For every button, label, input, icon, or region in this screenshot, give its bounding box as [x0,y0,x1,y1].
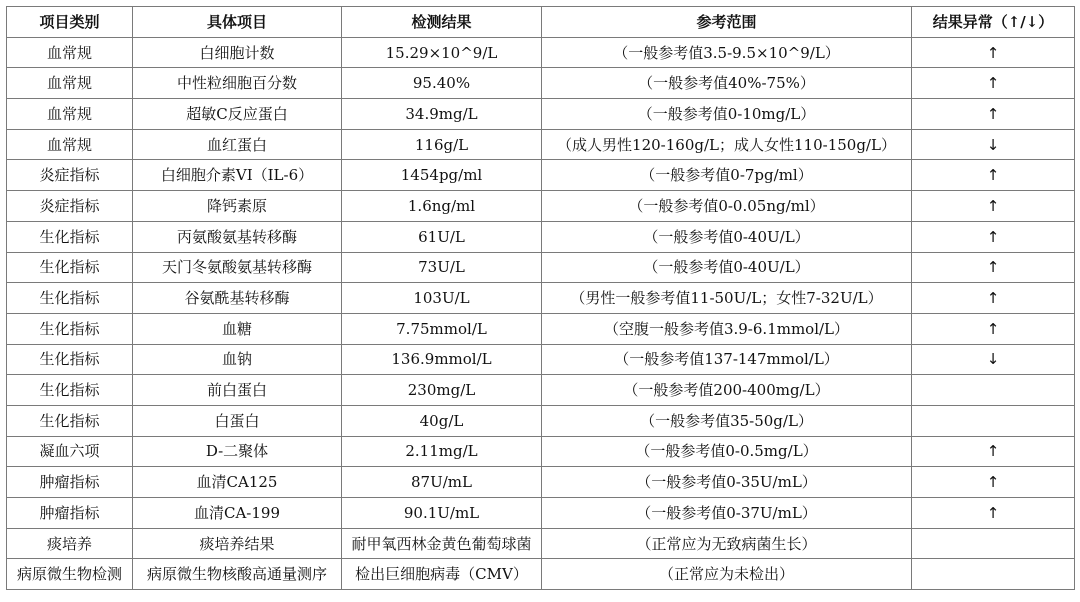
table-row [7,528,1075,559]
cell-abnormal-flag: ↑ [912,467,1075,498]
table-body [7,37,1075,589]
table-row [7,283,1075,314]
cell-item: 血红蛋白 [133,129,342,160]
lab-results-table [6,6,1075,590]
table-row [7,375,1075,406]
cell-abnormal-flag: ↑ [912,99,1075,130]
cell-result: 1.6ng/ml [342,191,542,222]
cell-item: 前白蛋白 [133,375,342,406]
cell-abnormal-flag [912,405,1075,436]
cell-result: 90.1U/mL [342,498,542,529]
table-row [7,436,1075,467]
cell-category: 炎症指标 [7,160,133,191]
cell-item: 丙氨酸氨基转移酶 [133,221,342,252]
cell-item: 血清CA-199 [133,498,342,529]
cell-category: 凝血六项 [7,436,133,467]
cell-abnormal-flag: ↑ [912,283,1075,314]
cell-item: 白蛋白 [133,405,342,436]
table-row [7,129,1075,160]
cell-category: 肿瘤指标 [7,467,133,498]
cell-abnormal-flag: ↓ [912,129,1075,160]
cell-result: 40g/L [342,405,542,436]
table-row [7,191,1075,222]
cell-reference: （一般参考值0-35U/mL） [542,467,912,498]
cell-reference: （一般参考值0-37U/mL） [542,498,912,529]
header-row [7,7,1075,38]
cell-category: 生化指标 [7,405,133,436]
cell-reference: （男性一般参考值11-50U/L；女性7-32U/L） [542,283,912,314]
cell-result: 检出巨细胞病毒（CMV） [342,559,542,590]
table-row [7,68,1075,99]
table-row [7,498,1075,529]
cell-item: 谷氨酰基转移酶 [133,283,342,314]
cell-reference: （一般参考值0-0.05ng/ml） [542,191,912,222]
cell-abnormal-flag: ↑ [912,37,1075,68]
cell-abnormal-flag: ↑ [912,160,1075,191]
table-row [7,37,1075,68]
cell-result: 136.9mmol/L [342,344,542,375]
cell-result: 2.11mg/L [342,436,542,467]
cell-category: 血常规 [7,129,133,160]
cell-category: 生化指标 [7,313,133,344]
table-row [7,559,1075,590]
cell-item: 血糖 [133,313,342,344]
cell-result: 95.40% [342,68,542,99]
cell-category: 血常规 [7,68,133,99]
cell-reference: （一般参考值3.5-9.5×10^9/L） [542,37,912,68]
cell-item: 血清CA125 [133,467,342,498]
cell-reference: （一般参考值40%-75%） [542,68,912,99]
cell-abnormal-flag [912,559,1075,590]
cell-category: 生化指标 [7,252,133,283]
cell-abnormal-flag: ↑ [912,436,1075,467]
cell-abnormal-flag: ↑ [912,191,1075,222]
cell-result: 7.75mmol/L [342,313,542,344]
cell-category: 痰培养 [7,528,133,559]
cell-abnormal-flag: ↑ [912,68,1075,99]
cell-item: 血钠 [133,344,342,375]
cell-item: 天门冬氨酸氨基转移酶 [133,252,342,283]
cell-result: 61U/L [342,221,542,252]
cell-reference: （一般参考值0-0.5mg/L） [542,436,912,467]
cell-result: 1454pg/ml [342,160,542,191]
cell-result: 230mg/L [342,375,542,406]
header-item: 具体项目 [133,7,342,38]
header-reference: 参考范围 [542,7,912,38]
cell-category: 生化指标 [7,344,133,375]
cell-abnormal-flag: ↓ [912,344,1075,375]
cell-item: 中性粒细胞百分数 [133,68,342,99]
cell-reference: （一般参考值0-10mg/L） [542,99,912,130]
cell-result: 耐甲氧西林金黄色葡萄球菌 [342,528,542,559]
cell-reference: （一般参考值0-40U/L） [542,221,912,252]
cell-category: 生化指标 [7,283,133,314]
cell-item: 超敏C反应蛋白 [133,99,342,130]
cell-reference: （一般参考值137-147mmol/L） [542,344,912,375]
table-header [7,7,1075,38]
cell-abnormal-flag [912,528,1075,559]
cell-category: 血常规 [7,37,133,68]
cell-result: 15.29×10^9/L [342,37,542,68]
cell-reference: （成人男性120-160g/L；成人女性110-150g/L） [542,129,912,160]
header-abnormal-flag: 结果异常（↑/↓） [912,7,1075,38]
cell-reference: （一般参考值35-50g/L） [542,405,912,436]
table-row [7,252,1075,283]
header-category: 项目类别 [7,7,133,38]
cell-result: 73U/L [342,252,542,283]
cell-abnormal-flag: ↑ [912,221,1075,252]
table-row [7,160,1075,191]
cell-item: 白细胞计数 [133,37,342,68]
cell-reference: （正常应为无致病菌生长） [542,528,912,559]
table-row [7,221,1075,252]
cell-result: 34.9mg/L [342,99,542,130]
cell-category: 炎症指标 [7,191,133,222]
cell-reference: （正常应为未检出） [542,559,912,590]
cell-abnormal-flag: ↑ [912,252,1075,283]
cell-item: D-二聚体 [133,436,342,467]
cell-abnormal-flag: ↑ [912,498,1075,529]
cell-item: 痰培养结果 [133,528,342,559]
cell-reference: （一般参考值200-400mg/L） [542,375,912,406]
cell-category: 病原微生物检测 [7,559,133,590]
cell-item: 病原微生物核酸高通量测序 [133,559,342,590]
cell-result: 116g/L [342,129,542,160]
cell-category: 血常规 [7,99,133,130]
table-row [7,467,1075,498]
table-row [7,313,1075,344]
cell-reference: （一般参考值0-7pg/ml） [542,160,912,191]
cell-category: 肿瘤指标 [7,498,133,529]
cell-abnormal-flag: ↑ [912,313,1075,344]
cell-item: 降钙素原 [133,191,342,222]
cell-result: 103U/L [342,283,542,314]
header-result: 检测结果 [342,7,542,38]
table-row [7,344,1075,375]
cell-item: 白细胞介素VI（IL-6） [133,160,342,191]
cell-category: 生化指标 [7,221,133,252]
cell-abnormal-flag [912,375,1075,406]
table-row [7,405,1075,436]
cell-result: 87U/mL [342,467,542,498]
cell-reference: （一般参考值0-40U/L） [542,252,912,283]
cell-reference: （空腹一般参考值3.9-6.1mmol/L） [542,313,912,344]
cell-category: 生化指标 [7,375,133,406]
table-row [7,99,1075,130]
